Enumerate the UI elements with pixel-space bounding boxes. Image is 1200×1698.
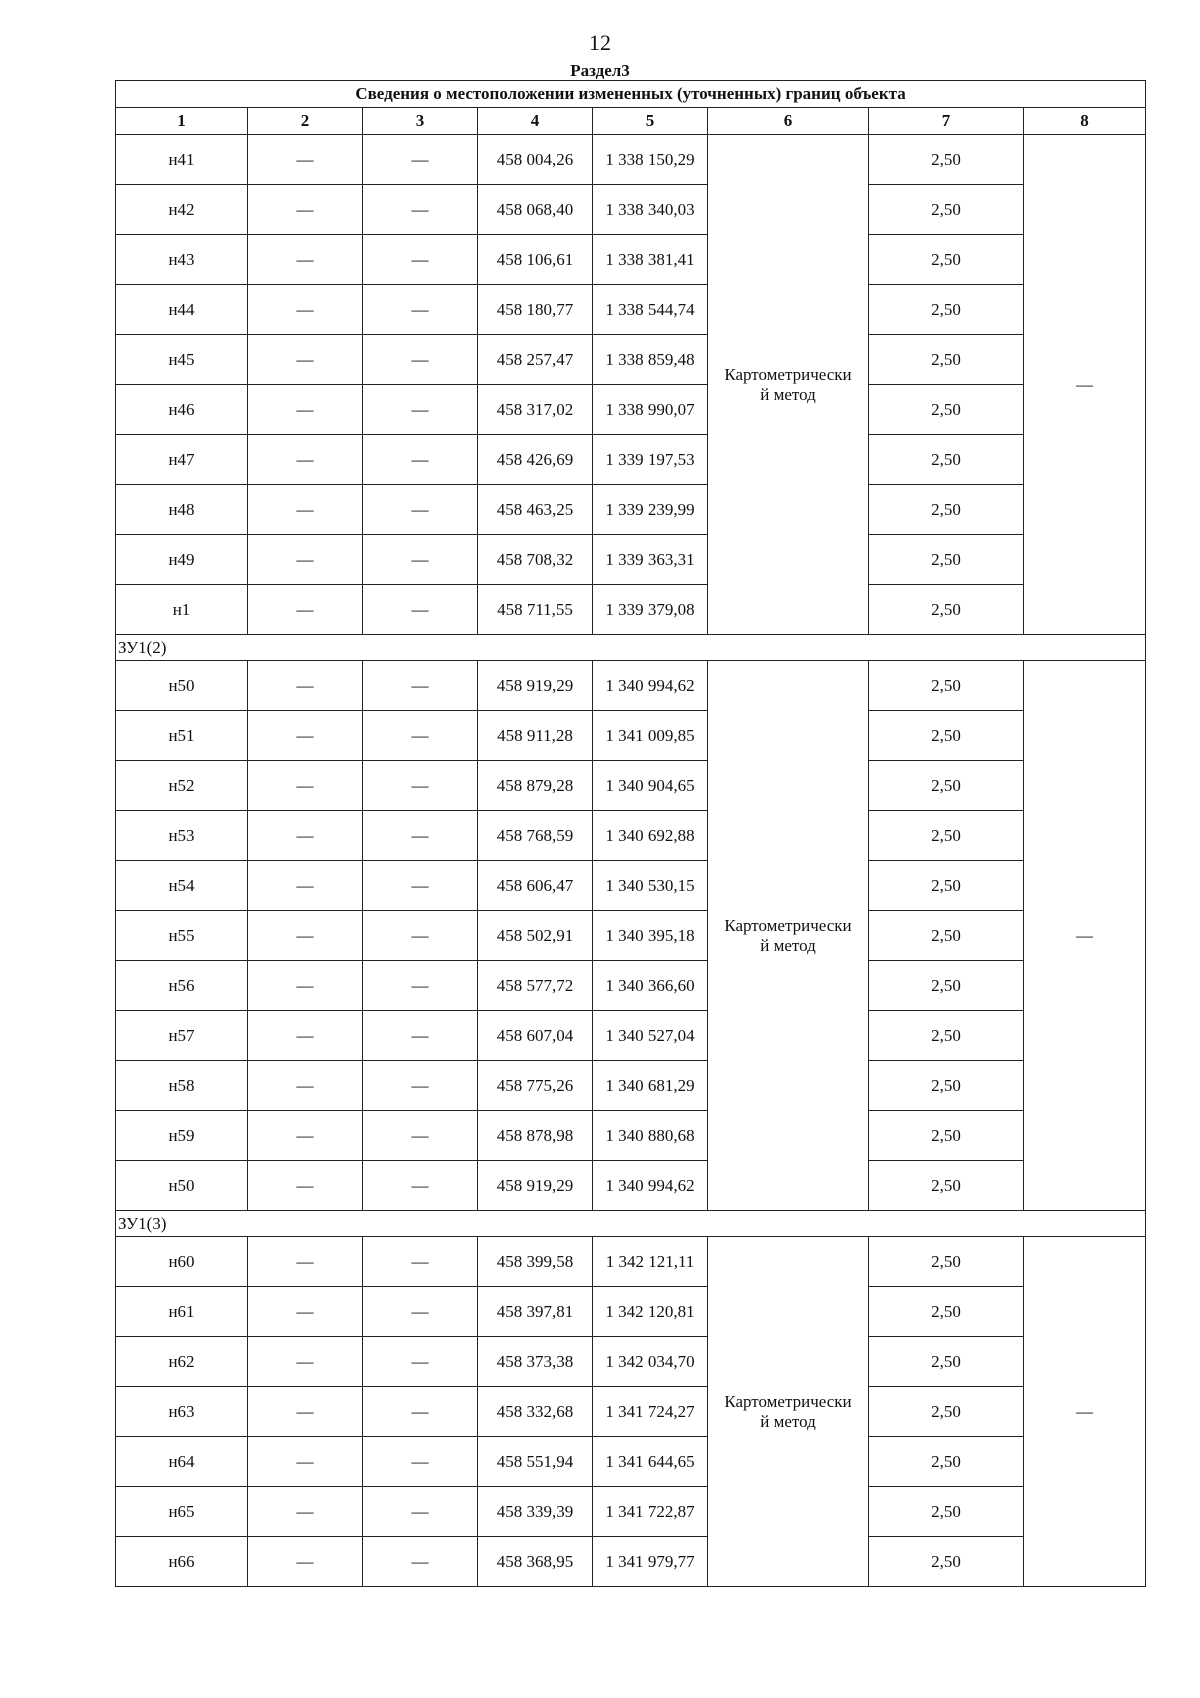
coordinate-y: 1 338 544,74 xyxy=(593,285,708,335)
table-row xyxy=(116,861,1146,911)
accuracy-value: 2,50 xyxy=(869,811,1024,861)
point-name: н61 xyxy=(116,1287,248,1337)
table-row xyxy=(116,711,1146,761)
accuracy-value: 2,50 xyxy=(869,1387,1024,1437)
point-name: н56 xyxy=(116,961,248,1011)
coordinate-x: 458 180,77 xyxy=(478,285,593,335)
column-header: 8 xyxy=(1024,108,1146,135)
column-2-value: — xyxy=(248,185,363,235)
column-2-value: — xyxy=(248,1387,363,1437)
method-text-line2: й метод xyxy=(760,1411,816,1431)
point-name: н62 xyxy=(116,1337,248,1387)
coordinate-y: 1 340 395,18 xyxy=(593,911,708,961)
table-row xyxy=(116,761,1146,811)
group-label: ЗУ1(3) xyxy=(116,1211,1146,1237)
point-name: н50 xyxy=(116,1161,248,1211)
table-row xyxy=(116,1337,1146,1387)
accuracy-value: 2,50 xyxy=(869,335,1024,385)
coordinate-y: 1 340 904,65 xyxy=(593,761,708,811)
column-3-value: — xyxy=(363,1387,478,1437)
column-8-value: — xyxy=(1024,135,1146,635)
table-row xyxy=(116,1161,1146,1211)
coordinate-y: 1 341 644,65 xyxy=(593,1437,708,1487)
point-name: н59 xyxy=(116,1111,248,1161)
coordinate-y: 1 340 994,62 xyxy=(593,1161,708,1211)
table-row xyxy=(116,811,1146,861)
section-label: Раздел3 xyxy=(570,61,630,80)
coordinate-x: 458 397,81 xyxy=(478,1287,593,1337)
accuracy-value: 2,50 xyxy=(869,1111,1024,1161)
column-3-value: — xyxy=(363,135,478,185)
column-2-value: — xyxy=(248,1287,363,1337)
coordinate-x: 458 502,91 xyxy=(478,911,593,961)
coordinate-x: 458 708,32 xyxy=(478,535,593,585)
coordinate-x: 458 768,59 xyxy=(478,811,593,861)
column-2-value: — xyxy=(248,661,363,711)
point-name: н47 xyxy=(116,435,248,485)
column-3-value: — xyxy=(363,1287,478,1337)
table-row xyxy=(116,1387,1146,1437)
accuracy-value: 2,50 xyxy=(869,1537,1024,1587)
column-2-value: — xyxy=(248,1337,363,1387)
coordinate-x: 458 317,02 xyxy=(478,385,593,435)
point-name: н41 xyxy=(116,135,248,185)
column-2-value: — xyxy=(248,485,363,535)
column-header: 3 xyxy=(363,108,478,135)
column-2-value: — xyxy=(248,961,363,1011)
column-3-value: — xyxy=(363,335,478,385)
column-3-value: — xyxy=(363,961,478,1011)
column-2-value: — xyxy=(248,535,363,585)
column-2-value: — xyxy=(248,1061,363,1111)
table-row xyxy=(116,485,1146,535)
column-3-value: — xyxy=(363,711,478,761)
method-text-line2: й метод xyxy=(760,935,816,955)
coordinate-x: 458 577,72 xyxy=(478,961,593,1011)
accuracy-value: 2,50 xyxy=(869,1437,1024,1487)
table-row xyxy=(116,1237,1146,1287)
accuracy-value: 2,50 xyxy=(869,385,1024,435)
table-row xyxy=(116,661,1146,711)
coordinate-y: 1 340 681,29 xyxy=(593,1061,708,1111)
coordinate-y: 1 342 034,70 xyxy=(593,1337,708,1387)
point-name: н45 xyxy=(116,335,248,385)
column-3-value: — xyxy=(363,1111,478,1161)
column-3-value: — xyxy=(363,811,478,861)
point-name: н49 xyxy=(116,535,248,585)
column-3-value: — xyxy=(363,585,478,635)
coordinate-x: 458 878,98 xyxy=(478,1111,593,1161)
column-3-value: — xyxy=(363,911,478,961)
table-row xyxy=(116,911,1146,961)
point-name: н42 xyxy=(116,185,248,235)
coordinate-y: 1 339 363,31 xyxy=(593,535,708,585)
method-cell xyxy=(708,135,869,635)
table-row xyxy=(116,1537,1146,1587)
group-label-row xyxy=(116,1211,1146,1237)
column-2-value: — xyxy=(248,135,363,185)
coordinate-x: 458 368,95 xyxy=(478,1537,593,1587)
column-header: 6 xyxy=(708,108,869,135)
accuracy-value: 2,50 xyxy=(869,235,1024,285)
coordinate-x: 458 551,94 xyxy=(478,1437,593,1487)
point-name: н1 xyxy=(116,585,248,635)
column-3-value: — xyxy=(363,1237,478,1287)
column-2-value: — xyxy=(248,861,363,911)
column-3-value: — xyxy=(363,1161,478,1211)
coordinate-y: 1 338 340,03 xyxy=(593,185,708,235)
table-row xyxy=(116,1287,1146,1337)
method-text-line1: Картометрически xyxy=(724,915,852,935)
point-name: н46 xyxy=(116,385,248,435)
table-row xyxy=(116,335,1146,385)
coordinate-y: 1 341 722,87 xyxy=(593,1487,708,1537)
group-label: ЗУ1(2) xyxy=(116,635,1146,661)
method-cell xyxy=(708,661,869,1211)
coordinate-x: 458 711,55 xyxy=(478,585,593,635)
column-3-value: — xyxy=(363,1337,478,1387)
point-name: н55 xyxy=(116,911,248,961)
table-row xyxy=(116,535,1146,585)
point-name: н50 xyxy=(116,661,248,711)
coordinate-y: 1 341 009,85 xyxy=(593,711,708,761)
point-name: н63 xyxy=(116,1387,248,1437)
table-row xyxy=(116,961,1146,1011)
coordinate-y: 1 340 880,68 xyxy=(593,1111,708,1161)
point-name: н52 xyxy=(116,761,248,811)
coordinate-x: 458 257,47 xyxy=(478,335,593,385)
column-2-value: — xyxy=(248,811,363,861)
coordinate-y: 1 338 990,07 xyxy=(593,385,708,435)
table-row xyxy=(116,1487,1146,1537)
method-text-line1: Картометрически xyxy=(724,1391,852,1411)
coordinate-y: 1 338 381,41 xyxy=(593,235,708,285)
coordinate-y: 1 339 379,08 xyxy=(593,585,708,635)
table-row xyxy=(116,235,1146,285)
point-name: н53 xyxy=(116,811,248,861)
coordinate-x: 458 607,04 xyxy=(478,1011,593,1061)
accuracy-value: 2,50 xyxy=(869,711,1024,761)
column-3-value: — xyxy=(363,861,478,911)
coordinate-x: 458 606,47 xyxy=(478,861,593,911)
boundary-coordinates-table xyxy=(115,80,1146,1587)
accuracy-value: 2,50 xyxy=(869,1237,1024,1287)
table-row xyxy=(116,1011,1146,1061)
accuracy-value: 2,50 xyxy=(869,911,1024,961)
table-row xyxy=(116,435,1146,485)
coordinate-x: 458 004,26 xyxy=(478,135,593,185)
column-3-value: — xyxy=(363,1061,478,1111)
coordinate-y: 1 338 150,29 xyxy=(593,135,708,185)
method-text-line1: Картометрически xyxy=(724,364,852,384)
column-8-value: — xyxy=(1024,1237,1146,1587)
column-header-row xyxy=(116,108,1146,135)
page-number: 12 xyxy=(589,30,611,55)
accuracy-value: 2,50 xyxy=(869,585,1024,635)
accuracy-value: 2,50 xyxy=(869,535,1024,585)
column-3-value: — xyxy=(363,535,478,585)
coordinate-y: 1 339 239,99 xyxy=(593,485,708,535)
column-3-value: — xyxy=(363,1537,478,1587)
column-header: 4 xyxy=(478,108,593,135)
coordinate-x: 458 426,69 xyxy=(478,435,593,485)
coordinate-x: 458 399,58 xyxy=(478,1237,593,1287)
column-3-value: — xyxy=(363,661,478,711)
column-3-value: — xyxy=(363,485,478,535)
coordinate-y: 1 340 994,62 xyxy=(593,661,708,711)
accuracy-value: 2,50 xyxy=(869,1061,1024,1111)
table-title: Сведения о местоположении измененных (уточненных) границ объекта xyxy=(116,81,1146,108)
table-row xyxy=(116,1111,1146,1161)
column-3-value: — xyxy=(363,235,478,285)
column-3-value: — xyxy=(363,1011,478,1061)
table-row xyxy=(116,385,1146,435)
accuracy-value: 2,50 xyxy=(869,135,1024,185)
accuracy-value: 2,50 xyxy=(869,1487,1024,1537)
column-3-value: — xyxy=(363,285,478,335)
column-3-value: — xyxy=(363,761,478,811)
point-name: н44 xyxy=(116,285,248,335)
table-row xyxy=(116,135,1146,185)
coordinate-x: 458 339,39 xyxy=(478,1487,593,1537)
column-2-value: — xyxy=(248,1537,363,1587)
point-name: н54 xyxy=(116,861,248,911)
column-2-value: — xyxy=(248,285,363,335)
column-3-value: — xyxy=(363,385,478,435)
point-name: н58 xyxy=(116,1061,248,1111)
coordinate-y: 1 342 121,11 xyxy=(593,1237,708,1287)
column-2-value: — xyxy=(248,335,363,385)
column-2-value: — xyxy=(248,711,363,761)
coordinate-y: 1 341 979,77 xyxy=(593,1537,708,1587)
accuracy-value: 2,50 xyxy=(869,1011,1024,1061)
column-3-value: — xyxy=(363,435,478,485)
accuracy-value: 2,50 xyxy=(869,185,1024,235)
coordinate-y: 1 340 692,88 xyxy=(593,811,708,861)
column-2-value: — xyxy=(248,385,363,435)
coordinate-x: 458 332,68 xyxy=(478,1387,593,1437)
accuracy-value: 2,50 xyxy=(869,961,1024,1011)
table-row xyxy=(116,285,1146,335)
method-text-line2: й метод xyxy=(760,384,816,404)
column-header: 2 xyxy=(248,108,363,135)
column-3-value: — xyxy=(363,185,478,235)
column-2-value: — xyxy=(248,1237,363,1287)
table-row xyxy=(116,585,1146,635)
table-row xyxy=(116,1437,1146,1487)
accuracy-value: 2,50 xyxy=(869,1337,1024,1387)
point-name: н51 xyxy=(116,711,248,761)
column-2-value: — xyxy=(248,1011,363,1061)
coordinate-y: 1 339 197,53 xyxy=(593,435,708,485)
table-row xyxy=(116,185,1146,235)
accuracy-value: 2,50 xyxy=(869,761,1024,811)
accuracy-value: 2,50 xyxy=(869,485,1024,535)
point-name: н64 xyxy=(116,1437,248,1487)
column-3-value: — xyxy=(363,1487,478,1537)
column-2-value: — xyxy=(248,911,363,961)
point-name: н66 xyxy=(116,1537,248,1587)
point-name: н65 xyxy=(116,1487,248,1537)
column-2-value: — xyxy=(248,1111,363,1161)
coordinate-y: 1 340 366,60 xyxy=(593,961,708,1011)
coordinate-x: 458 106,61 xyxy=(478,235,593,285)
column-header: 7 xyxy=(869,108,1024,135)
accuracy-value: 2,50 xyxy=(869,285,1024,335)
table-row xyxy=(116,1061,1146,1111)
coordinate-x: 458 911,28 xyxy=(478,711,593,761)
coordinate-x: 458 775,26 xyxy=(478,1061,593,1111)
accuracy-value: 2,50 xyxy=(869,1287,1024,1337)
column-2-value: — xyxy=(248,1161,363,1211)
column-8-value: — xyxy=(1024,661,1146,1211)
coordinate-y: 1 338 859,48 xyxy=(593,335,708,385)
column-3-value: — xyxy=(363,1437,478,1487)
coordinate-x: 458 919,29 xyxy=(478,661,593,711)
coordinate-y: 1 340 527,04 xyxy=(593,1011,708,1061)
coordinate-x: 458 068,40 xyxy=(478,185,593,235)
accuracy-value: 2,50 xyxy=(869,861,1024,911)
point-name: н57 xyxy=(116,1011,248,1061)
column-2-value: — xyxy=(248,435,363,485)
accuracy-value: 2,50 xyxy=(869,435,1024,485)
point-name: н48 xyxy=(116,485,248,535)
accuracy-value: 2,50 xyxy=(869,1161,1024,1211)
column-header: 5 xyxy=(593,108,708,135)
column-2-value: — xyxy=(248,1487,363,1537)
coordinate-x: 458 463,25 xyxy=(478,485,593,535)
coordinate-x: 458 373,38 xyxy=(478,1337,593,1387)
point-name: н43 xyxy=(116,235,248,285)
column-2-value: — xyxy=(248,1437,363,1487)
coordinate-x: 458 879,28 xyxy=(478,761,593,811)
point-name: н60 xyxy=(116,1237,248,1287)
coordinate-y: 1 342 120,81 xyxy=(593,1287,708,1337)
coordinate-y: 1 340 530,15 xyxy=(593,861,708,911)
coordinate-x: 458 919,29 xyxy=(478,1161,593,1211)
group-label-row xyxy=(116,635,1146,661)
method-cell xyxy=(708,1237,869,1587)
column-2-value: — xyxy=(248,585,363,635)
accuracy-value: 2,50 xyxy=(869,661,1024,711)
column-header: 1 xyxy=(116,108,248,135)
column-2-value: — xyxy=(248,235,363,285)
column-2-value: — xyxy=(248,761,363,811)
coordinate-y: 1 341 724,27 xyxy=(593,1387,708,1437)
